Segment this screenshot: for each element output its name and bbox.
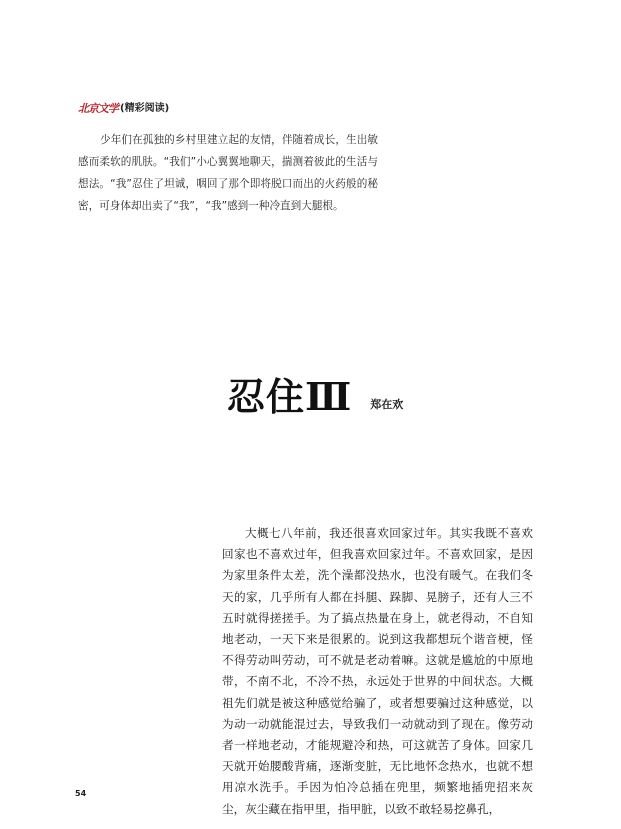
article-title: 忍住Ⅲ [227,374,353,419]
magazine-header [78,103,169,115]
intro-paragraph: 少年们在孤独的乡村里建立起的友情，伴随着成长，生出敏感而柔软的肌肤。“我们”小心翼翼地聊天，揣测着彼此的生活与想法。“我”忍住了坦诚，咽回了那个即将脱口而出的火药般的秘密，可身体却出卖了“我”，“我”感到一种冷直到大腿根。 [78,134,378,212]
article-body: 大概七八年前，我还很喜欢回家过年。其实我既不喜欢回家也不喜欢过年，但我喜欢回家过年。不喜欢回家，是因为家里条件太差，洗个澡都没热水，也没有暖气。在我们冬天的家，几乎所有人都在抖腿、跺脚、晃膀子，还有人三不五时就得搓搓手。为了搞点热量在身上，就老得动，不自知地老动，一天下来是很累的。说到这我都想玩个谐音梗，怪不得劳动叫劳动，可不就是老动着嘛。这就是尴尬的中原地带，不南不北，不冷不热，永远处于世界的中间状态。大概祖先们就是被这种感觉给骗了，或者想要骗过这种感觉，以为动一动就能混过去，导致我们一动就动到了现在。像劳动者一样地老动，才能规避冷和热，可这就苦了身体。回家几天就开始腰酸背痛，逐渐变脏，无比地怀念热水，也就不想用凉水洗手。手因为怕冷总插在兜里，频繁地插兜招来灰尘，灰尘藏在指甲里，指甲脏，以致不敢轻易挖鼻孔， [222,526,533,816]
title-block [227,374,403,420]
page-number: 54 [75,789,87,798]
article-author: 郑在欢 [370,398,404,411]
magazine-logo: 北京文学 [78,102,118,115]
section-label: (精彩阅读) [120,103,170,114]
